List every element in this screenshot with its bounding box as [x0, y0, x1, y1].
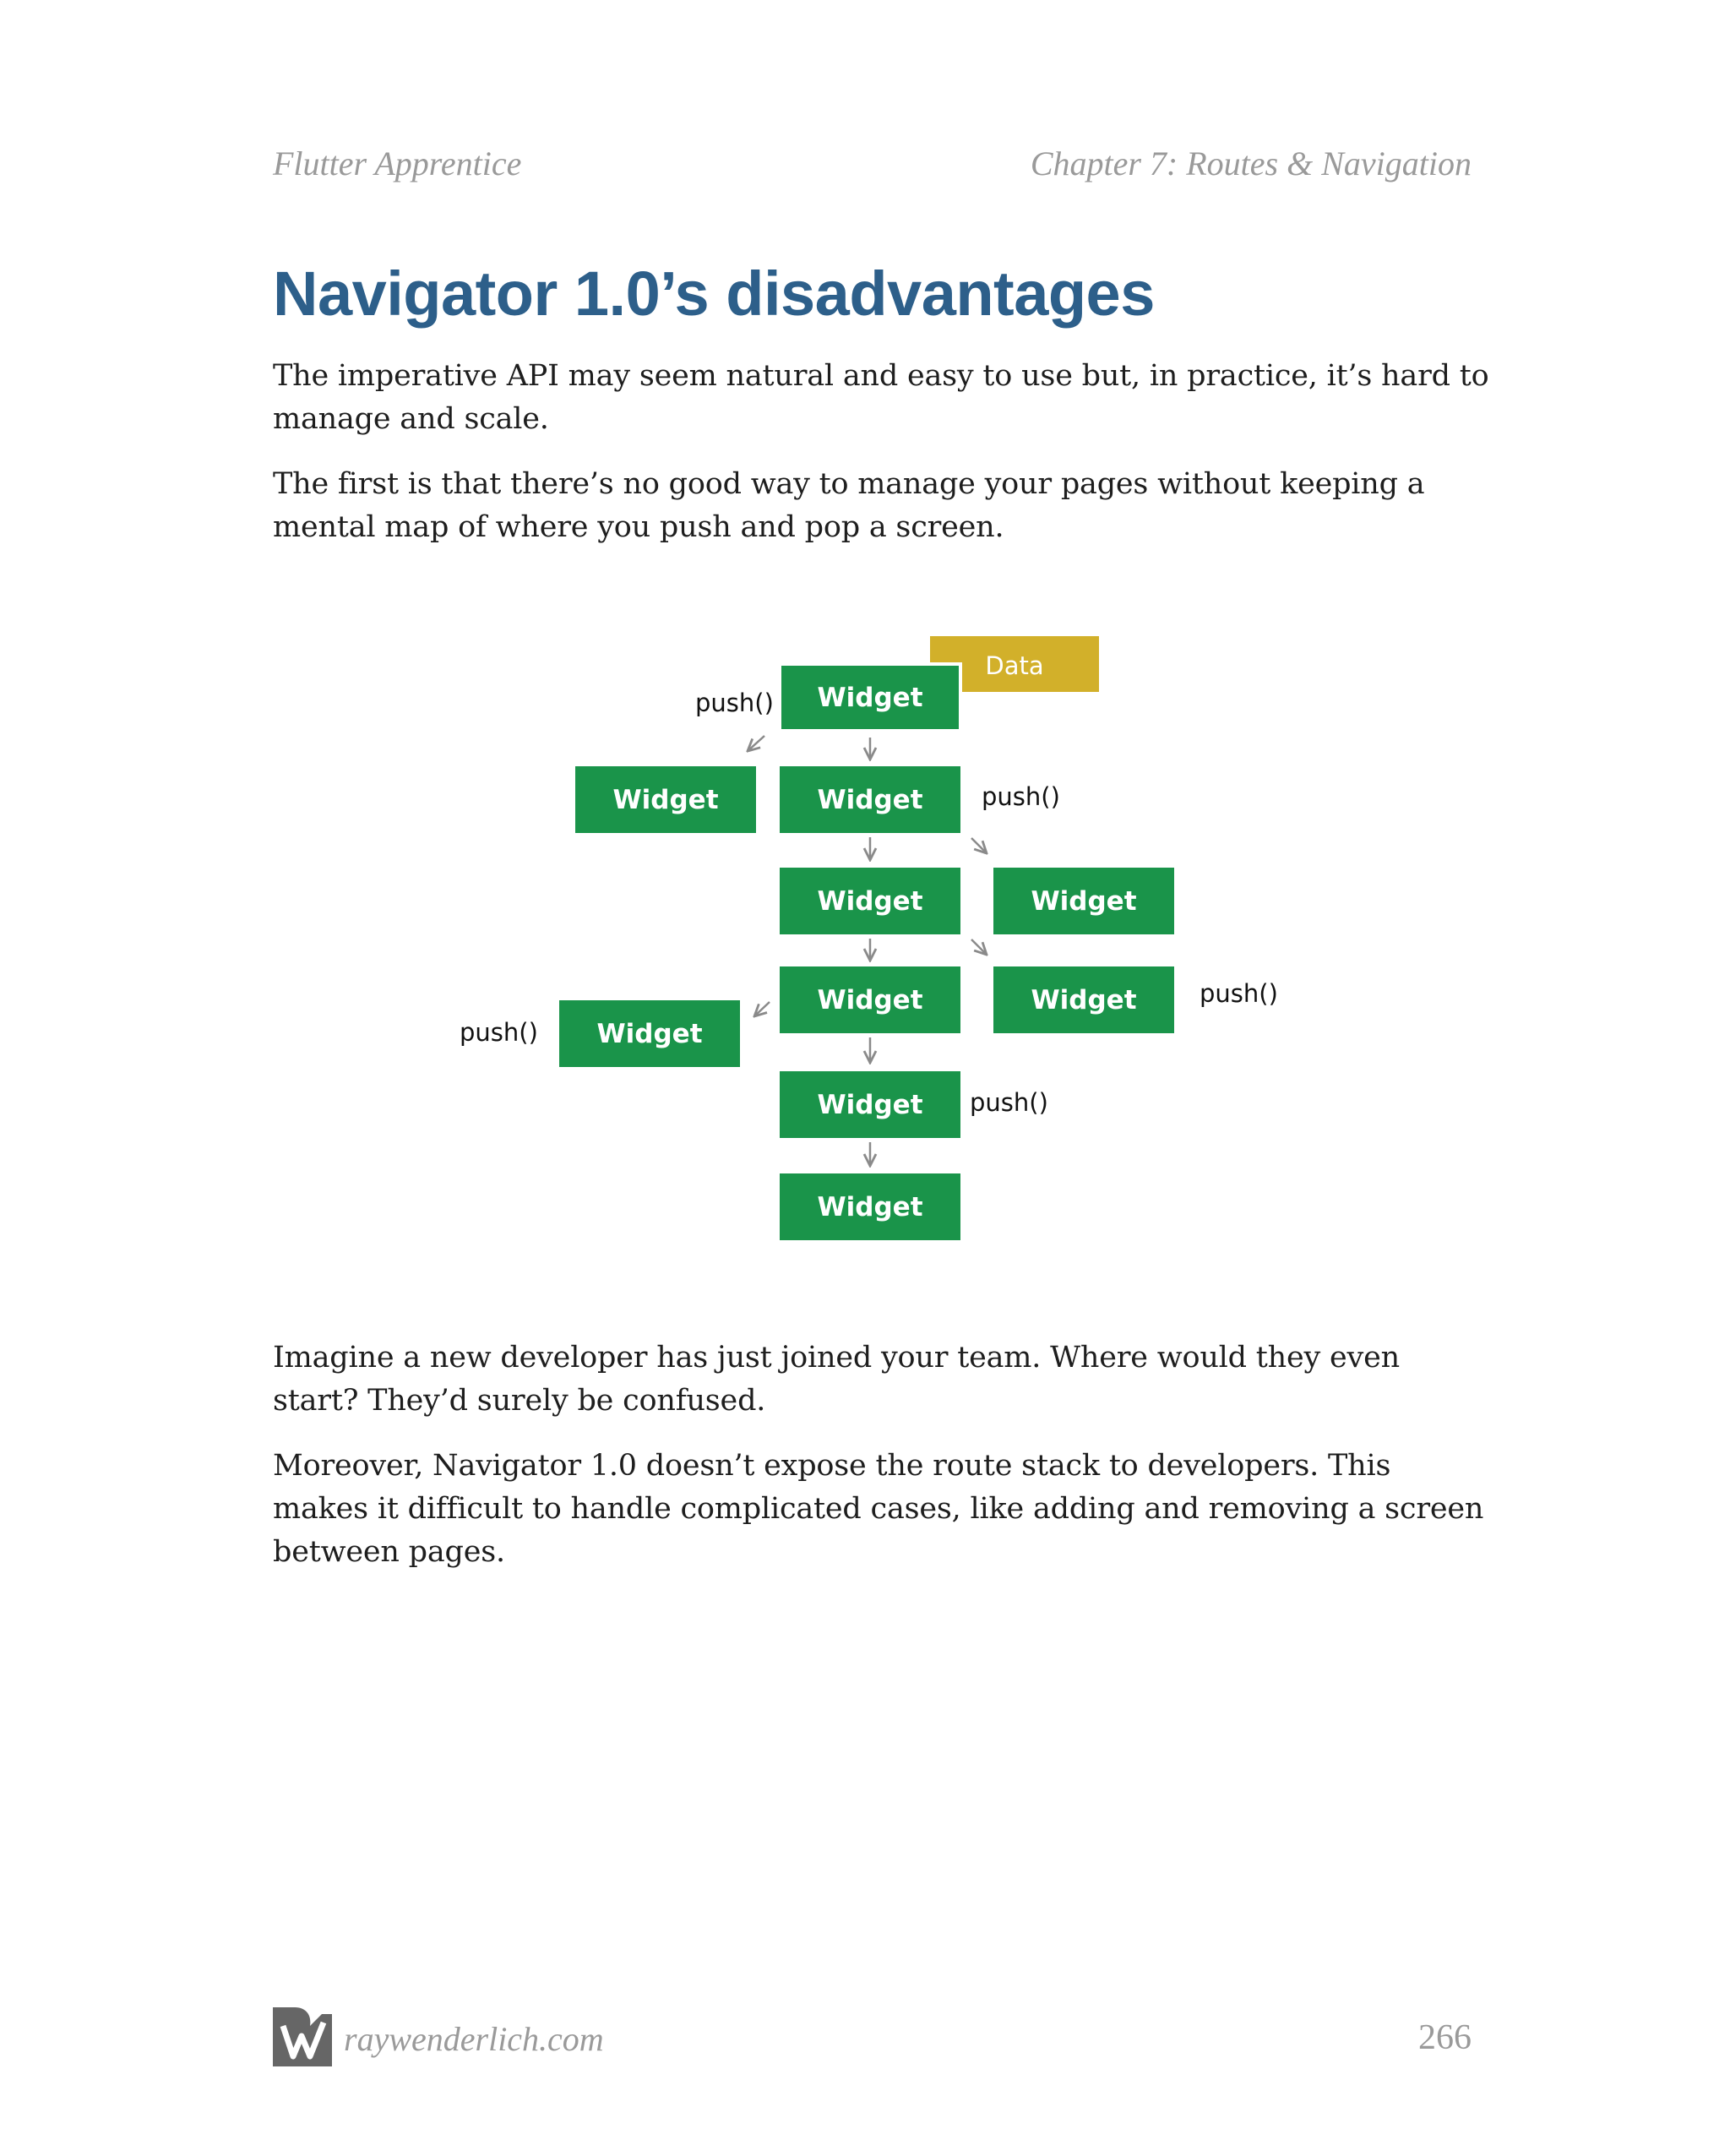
- page-number: 266: [1418, 2018, 1472, 2057]
- widget-label: Widget: [817, 683, 923, 713]
- widget-box: [780, 966, 960, 1033]
- data-label: Data: [985, 651, 1044, 680]
- widget-box: [993, 868, 1174, 934]
- push-label: push(): [970, 1088, 1048, 1117]
- widget-box: [780, 664, 960, 731]
- widget-label: Widget: [817, 1192, 923, 1222]
- push-label: push(): [1200, 979, 1278, 1008]
- widget-label: Widget: [596, 1019, 703, 1049]
- widget-box: [780, 766, 960, 833]
- chapter-title: Chapter 7: Routes & Navigation: [1030, 144, 1472, 182]
- widget-label: Widget: [1031, 985, 1137, 1015]
- arrow-diagonal: [748, 736, 764, 751]
- widget-label: Widget: [612, 785, 719, 815]
- widget-label: Widget: [817, 886, 923, 917]
- widget-label: Widget: [1031, 886, 1137, 917]
- push-label: push(): [695, 689, 774, 717]
- widget-box: [780, 1173, 960, 1240]
- widget-box: [559, 1000, 740, 1067]
- widget-box: [993, 966, 1174, 1033]
- widget-box: [780, 868, 960, 934]
- book-title: Flutter Apprentice: [273, 144, 522, 182]
- arrow-diagonal: [971, 838, 987, 853]
- widget-box: [575, 766, 756, 833]
- raywenderlich-logo: [273, 2007, 332, 2066]
- paragraph-1: The imperative API may seem natural and easy to use but, in practice, it’s hard to manage and scale.: [273, 359, 1489, 436]
- paragraph-3: Imagine a new developer has just joined your team. Where would they even start? They’d surely be confused.: [273, 1341, 1400, 1418]
- arrow-diagonal: [971, 939, 987, 955]
- paragraph-2: The first is that there’s no good way to manage your pages without keeping a mental map of where you push and pop a screen.: [273, 467, 1425, 544]
- widget-box: [780, 1071, 960, 1138]
- push-label: push(): [982, 782, 1060, 811]
- push-label: push(): [460, 1018, 538, 1047]
- widget-label: Widget: [817, 1090, 923, 1120]
- section-title: Navigator 1.0’s disadvantages: [273, 259, 1155, 329]
- widget-label: Widget: [817, 985, 923, 1015]
- arrow-diagonal: [754, 1002, 770, 1016]
- footer-site: raywenderlich.com: [344, 2020, 604, 2058]
- paragraph-4: Moreover, Navigator 1.0 doesn’t expose the route stack to developers. This makes it difficult to handle complicated cases, like adding and removing a screen between pages.: [273, 1449, 1484, 1569]
- widget-label: Widget: [817, 785, 923, 815]
